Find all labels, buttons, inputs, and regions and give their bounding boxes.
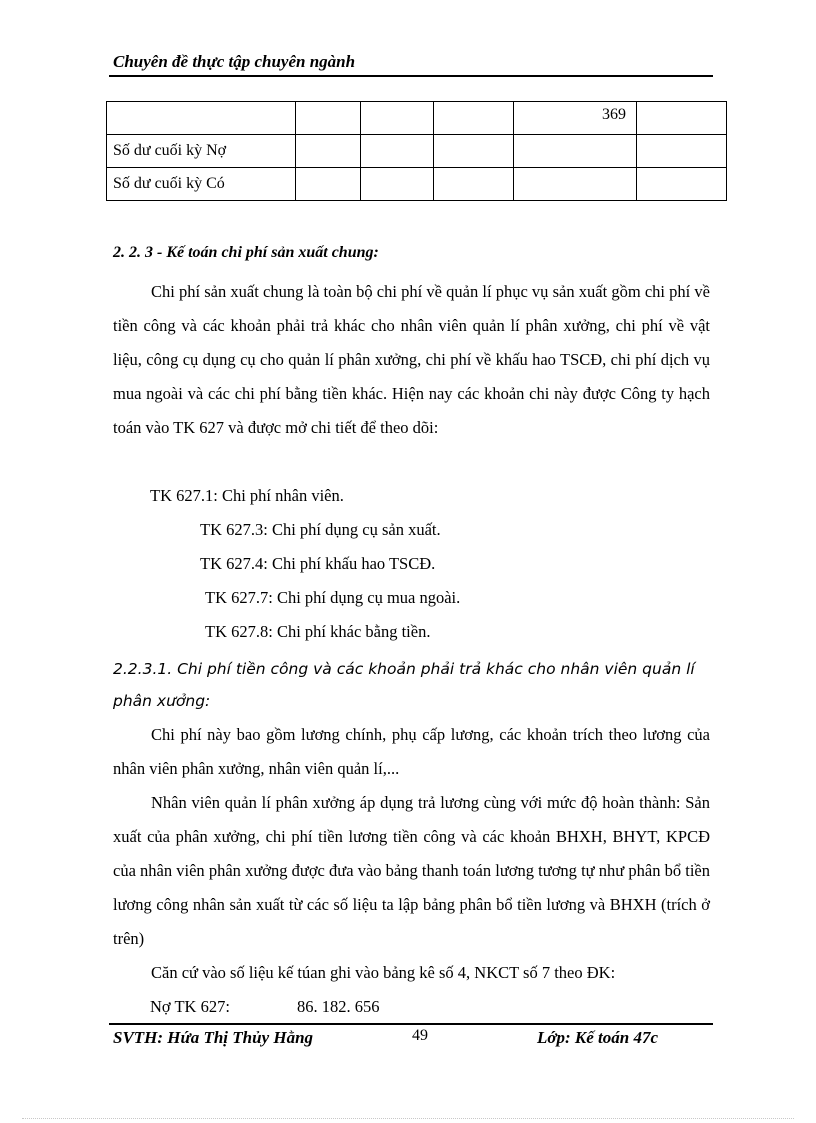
running-header-title: Chuyên đề thực tập chuyên ngành	[113, 52, 356, 71]
table-cell-label: Số dư cuối kỳ Có	[107, 168, 296, 201]
entry-value: 86. 182. 656	[297, 997, 380, 1016]
table-row	[107, 102, 727, 135]
table-cell	[637, 135, 727, 168]
table-cell	[514, 135, 637, 168]
account-line: TK 627.3: Chi phí dụng cụ sản xuất.	[200, 520, 441, 539]
subsection-heading: 2.2.3.1. Chi phí tiền công và các khoản phải trả khác cho nhân viên quản lí phân xưởng:	[113, 660, 695, 710]
table-cell-value: 369	[514, 102, 637, 135]
table-cell	[637, 168, 727, 201]
table-cell-label: Số dư cuối kỳ Nợ	[107, 135, 296, 168]
table-row	[107, 168, 727, 201]
account-line: TK 627.7: Chi phí dụng cụ mua ngoài.	[205, 588, 461, 607]
table-cell	[296, 135, 361, 168]
subsection-paragraph: Căn cứ vào số liệu kế túan ghi vào bảng kê số 4, NKCT số 7 theo ĐK:	[151, 963, 616, 982]
ledger-table	[106, 101, 727, 201]
table-cell	[434, 102, 514, 135]
table-cell	[514, 168, 637, 201]
account-line: TK 627.8: Chi phí khác bằng tiền.	[205, 622, 431, 641]
page-edge-divider	[22, 1118, 794, 1119]
table-cell	[434, 168, 514, 201]
table-cell	[361, 102, 434, 135]
subsection-paragraph: Nhân viên quản lí phân xưởng áp dụng trả lương cùng với mức độ hoàn thành: Sản xuất của phân xưởng, chi phí tiền lương tiền công và các khoản BHXH, BHYT, KPCĐ của nhân viên phân xưởng được đưa vào bảng thanh toán lương tương tự như phân bổ tiền lương công nhân sản xuất từ các số liệu ta lập bảng phân bổ tiền lương và BHXH (trích ở trên)	[113, 793, 710, 948]
account-line: TK 627.1: Chi phí nhân viên.	[150, 486, 344, 505]
footer-author: SVTH: Hứa Thị Thủy Hằng	[113, 1028, 314, 1047]
footer-divider	[109, 1023, 713, 1025]
subsection-paragraph: Chi phí này bao gồm lương chính, phụ cấp lương, các khoản trích theo lương của nhân viên phân xưởng, nhân viên quản lí,...	[113, 725, 710, 778]
table-cell	[361, 135, 434, 168]
section-heading: 2. 2. 3 - Kế toán chi phí sản xuất chung:	[113, 244, 379, 261]
table-cell	[637, 102, 727, 135]
footer-class: Lớp: Kế toán 47c	[537, 1028, 659, 1047]
table-cell	[361, 168, 434, 201]
table-cell	[296, 168, 361, 201]
table-cell-label	[107, 102, 296, 135]
header-divider	[109, 75, 713, 77]
table-cell	[296, 102, 361, 135]
table-row	[107, 135, 727, 168]
section-intro-paragraph: Chi phí sản xuất chung là toàn bộ chi phí về quản lí phục vụ sản xuất gồm chi phí về tiền công và các khoản phải trả khác cho nhân viên quản lí phân xưởng, chi phí về vật liệu, công cụ dụng cụ cho quản lí phân xưởng, chi phí về khấu hao TSCĐ, chi phí dịch vụ mua ngoài và các chi phí bằng tiền khác. Hiện nay các khoản chi này được Công ty hạch toán vào TK 627 và được mở chi tiết để theo dõi:	[113, 282, 710, 437]
table-cell	[434, 135, 514, 168]
entry-label: Nợ TK 627:	[150, 997, 230, 1016]
page-number: 49	[412, 1027, 428, 1044]
account-line: TK 627.4: Chi phí khấu hao TSCĐ.	[200, 554, 436, 573]
